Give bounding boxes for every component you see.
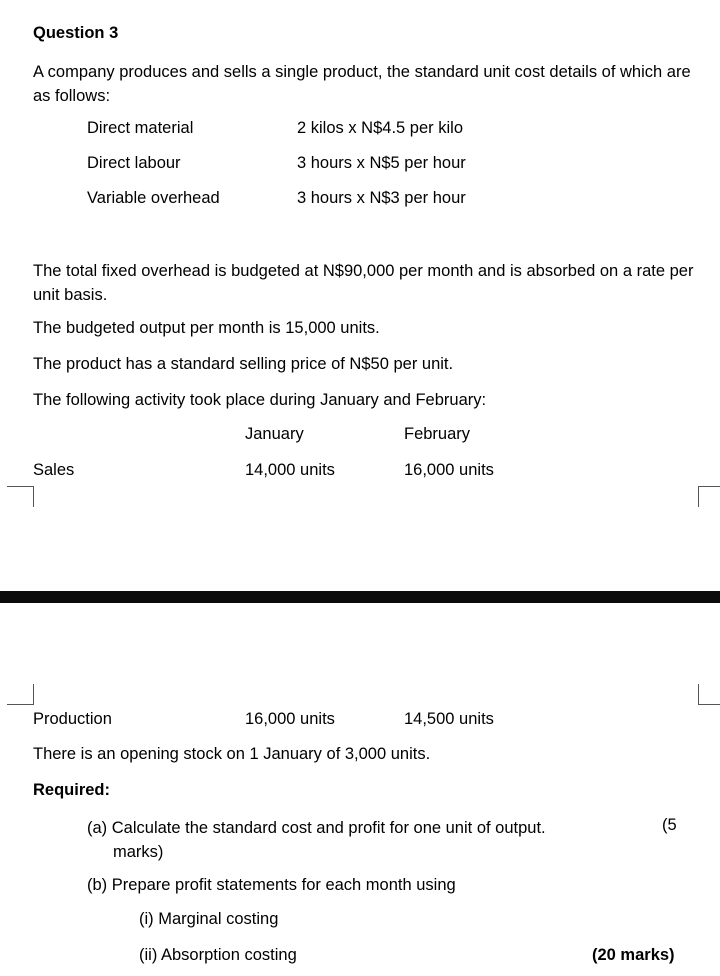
production-january: 16,000 units — [245, 710, 335, 728]
page-corner-mark-top-left — [7, 486, 34, 507]
col-header-january: January — [245, 425, 304, 443]
requirement-b-item-marginal: (i) Marginal costing — [139, 910, 279, 928]
opening-stock-text: There is an opening stock on 1 January of 3,000 units. — [33, 745, 431, 763]
budgeted-output-text: The budgeted output per month is 15,000 units. — [33, 319, 380, 337]
activity-intro-text: The following activity took place during January and February: — [33, 391, 487, 409]
requirement-a-text: Calculate the standard cost and profit for one unit of output. — [111, 819, 546, 837]
cost-label-labour: Direct labour — [87, 154, 181, 172]
production-february: 14,500 units — [404, 710, 494, 728]
requirement-a — [87, 816, 607, 840]
sales-february: 16,000 units — [404, 461, 494, 479]
requirement-a-marks-close: marks) — [113, 843, 164, 861]
page-corner-mark-bottom-right — [698, 684, 720, 705]
requirement-a-marks-open: (5 — [662, 816, 677, 834]
col-header-february: February — [404, 425, 471, 443]
sales-january: 14,000 units — [245, 461, 335, 479]
requirement-b-item-absorption: (ii) Absorption costing — [139, 946, 297, 964]
page-corner-mark-bottom-left — [7, 684, 34, 705]
requirement-b-marks: (20 marks) — [592, 946, 675, 964]
cost-value-material: 2 kilos x N$4.5 per kilo — [297, 119, 463, 137]
requirement-b-marker: (b) — [87, 876, 108, 894]
requirement-b — [87, 876, 456, 895]
cost-value-overhead: 3 hours x N$3 per hour — [297, 189, 466, 207]
requirement-b-text: Prepare profit statements for each month using — [111, 876, 456, 894]
question-title: Question 3 — [33, 24, 119, 42]
fixed-overhead-text: The total fixed overhead is budgeted at N$90,000 per month and is absorbed on a rate per unit basis. — [33, 262, 694, 304]
selling-price-text: The product has a standard selling price of N$50 per unit. — [33, 355, 454, 373]
cost-value-labour: 3 hours x N$5 per hour — [297, 154, 466, 172]
requirement-a-marker: (a) — [87, 819, 108, 837]
cost-label-material: Direct material — [87, 119, 194, 137]
intro-paragraph: A company produces and sells a single product, the standard unit cost details of which are as follows: — [33, 63, 691, 105]
cost-label-overhead: Variable overhead — [87, 189, 220, 207]
page-break-bar — [0, 591, 720, 603]
required-heading: Required: — [33, 781, 111, 799]
production-label: Production — [33, 710, 112, 728]
sales-label: Sales — [33, 461, 75, 479]
page-corner-mark-top-right — [698, 486, 720, 507]
